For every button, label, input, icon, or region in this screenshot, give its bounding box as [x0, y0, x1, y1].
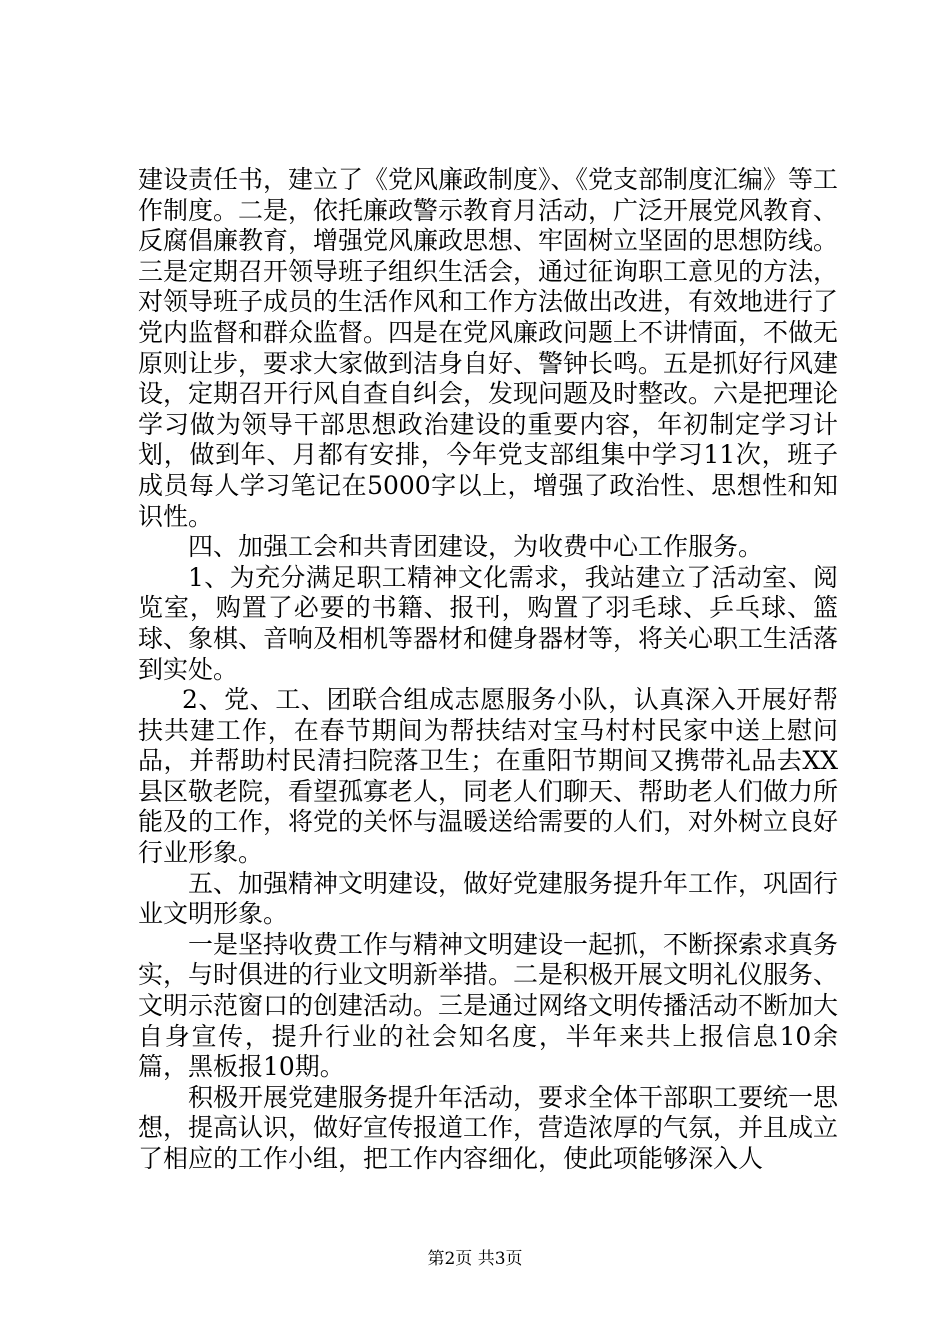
page-number-footer: 第2页 共3页 [427, 1249, 523, 1269]
paragraph-service-year: 积极开展党建服务提升年活动，要求全体干部职工要统一思想，提高认识，做好宣传报道工作，营造浓厚的气氛，并且成立了相应的工作小组，把工作内容细化，使此项能够深入人 [138, 1082, 839, 1173]
section-heading-four: 四、加强工会和共青团建设，为收费中心工作服务。 [188, 532, 764, 562]
paragraph-continuation: 建设责任书，建立了《党风廉政制度》、《党支部制度汇编》等工作制度。二是，依托廉政警示教育月活动，广泛开展党风教育、反腐倡廉教育，增强党风廉政思想、牢固树立坚固的思想防线。三是定期召开领导班子组织生活会，通过征询职工意见的方法，对领导班子成员的生活作风和工作方法做出改进，有效地进行了党内监督和群众监督。四是在党风廉政问题上不讲情面，不做无原则让步，要求大家做到洁身自好、警钟长鸣。五是抓好行风建设，定期召开行风自查自纠会，发现问题及时整改。六是把理论学习做为领导干部思想政治建设的重要内容，年初制定学习计划，做到年、月都有安排，今年党支部组集中学习11次，班子成员每人学习笔记在5000字以上，增强了政治性、思想性和知识性。 [138, 165, 839, 531]
document-body [138, 165, 838, 1175]
section-heading-five: 五、加强精神文明建设，做好党建服务提升年工作，巩固行业文明形象。 [138, 868, 839, 929]
paragraph-item-one: 1、为充分满足职工精神文化需求，我站建立了活动室、阅览室，购置了必要的书籍、报刊，购置了羽毛球、乒乓球、篮球、象棋、音响及相机等器材和健身器材等，将关心职工生活落到实处。 [138, 562, 839, 684]
paragraph-civilization: 一是坚持收费工作与精神文明建设一起抓，不断探索求真务实，与时俱进的行业文明新举措。二是积极开展文明礼仪服务、文明示范窗口的创建活动。三是通过网络文明传播活动不断加大自身宣传，提升行业的社会知名度，半年来共上报信息10余篇，黑板报10期。 [138, 929, 839, 1082]
paragraph-item-two: 2、党、工、团联合组成志愿服务小队，认真深入开展好帮扶共建工作，在春节期间为帮扶结对宝马村村民家中送上慰问品，并帮助村民清扫院落卫生；在重阳节期间又携带礼品去XX县区敬老院，看望孤寡老人，同老人们聊天、帮助老人们做力所能及的工作，将党的关怀与温暖送给需要的人们，对外树立良好行业形象。 [138, 685, 839, 868]
